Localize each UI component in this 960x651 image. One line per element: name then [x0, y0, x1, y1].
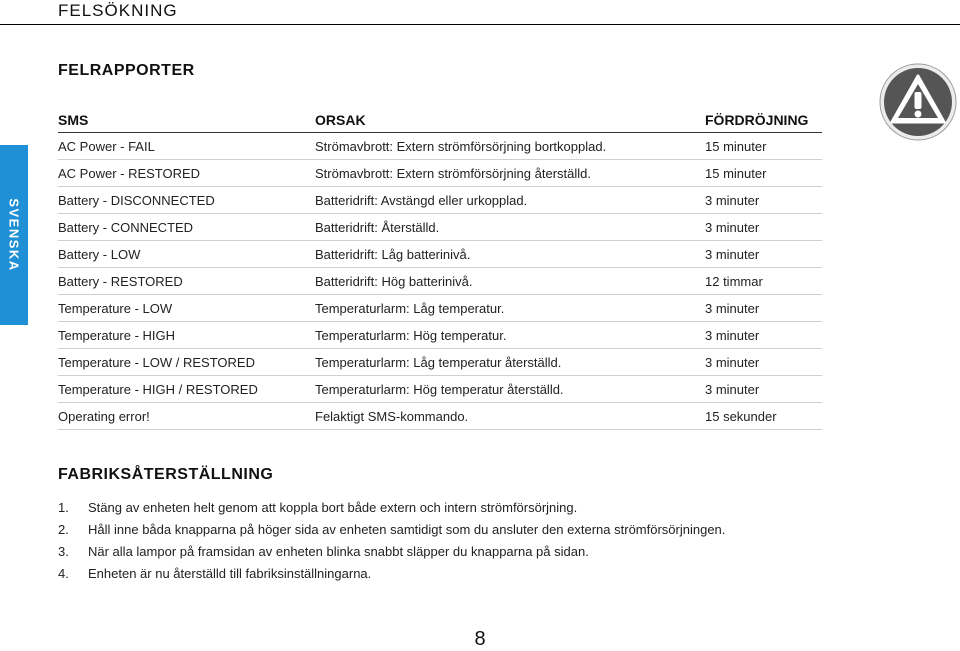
error-reports-table	[58, 107, 822, 430]
cell-delay: 3 minuter	[705, 354, 760, 370]
step-number: 3.	[58, 543, 69, 559]
cell-sms: Battery - DISCONNECTED	[58, 192, 215, 208]
cell-delay: 15 minuter	[705, 138, 767, 154]
cell-cause: Felaktigt SMS-kommando.	[315, 408, 469, 424]
cell-sms: Temperature - HIGH / RESTORED	[58, 381, 258, 397]
cell-delay: 3 minuter	[705, 192, 760, 208]
cell-delay: 3 minuter	[705, 300, 760, 316]
cell-delay: 15 sekunder	[705, 408, 777, 424]
cell-delay: 12 timmar	[705, 273, 763, 289]
factory-reset-title: FABRIKSÅTERSTÄLLNING	[58, 466, 274, 483]
cell-delay: 3 minuter	[705, 219, 760, 235]
table-row	[58, 322, 822, 349]
cell-sms: Operating error!	[58, 408, 150, 424]
step-text: När alla lampor på framsidan av enheten blinka snabbt släpper du knapparna på sidan.	[88, 543, 589, 559]
cell-cause: Temperaturlarm: Låg temperatur.	[315, 300, 505, 316]
cell-cause: Batteridrift: Hög batterinivå.	[315, 273, 473, 289]
error-reports-title: FELRAPPORTER	[58, 62, 195, 79]
warning-icon	[878, 62, 958, 142]
list-item	[58, 518, 878, 540]
cell-cause: Temperaturlarm: Hög temperatur.	[315, 327, 507, 343]
cell-cause: Batteridrift: Avstängd eller urkopplad.	[315, 192, 528, 208]
cell-cause: Temperaturlarm: Låg temperatur återställd.	[315, 354, 562, 370]
cell-cause: Strömavbrott: Extern strömförsörjning bortkopplad.	[315, 138, 607, 154]
step-text: Stäng av enheten helt genom att koppla bort både extern och intern strömförsörjning.	[88, 499, 578, 515]
cell-delay: 3 minuter	[705, 327, 760, 343]
cell-delay: 3 minuter	[705, 246, 760, 262]
step-text: Håll inne båda knapparna på höger sida av enheten samtidigt som du ansluter den externa strömförsörjningen.	[88, 521, 726, 537]
cell-sms: AC Power - RESTORED	[58, 165, 201, 181]
list-item	[58, 562, 878, 584]
step-text: Enheten är nu återställd till fabriksinställningarna.	[88, 565, 372, 581]
column-header-sms: SMS	[58, 111, 89, 128]
cell-sms: Temperature - HIGH	[58, 327, 176, 343]
cell-sms: Temperature - LOW	[58, 300, 173, 316]
cell-sms: Battery - LOW	[58, 246, 141, 262]
table-row	[58, 241, 822, 268]
column-header-cause: ORSAK	[315, 111, 366, 128]
table-row	[58, 349, 822, 376]
table-row	[58, 403, 822, 430]
page-header	[0, 0, 960, 25]
sidebar-language-tab	[0, 145, 28, 325]
page-header-title: FELSÖKNING	[58, 1, 178, 20]
table-header	[58, 107, 822, 133]
cell-delay: 15 minuter	[705, 165, 767, 181]
table-row	[58, 295, 822, 322]
sidebar-language-label: SVENSKA	[6, 198, 22, 272]
table-row	[58, 376, 822, 403]
cell-cause: Strömavbrott: Extern strömförsörjning återställd.	[315, 165, 591, 181]
table-row	[58, 187, 822, 214]
list-item	[58, 540, 878, 562]
cell-sms: Temperature - LOW / RESTORED	[58, 354, 255, 370]
cell-cause: Temperaturlarm: Hög temperatur återställd.	[315, 381, 564, 397]
factory-reset-steps	[58, 496, 878, 584]
step-number: 4.	[58, 565, 69, 581]
table-row	[58, 214, 822, 241]
cell-sms: AC Power - FAIL	[58, 138, 155, 154]
column-header-delay: FÖRDRÖJNING	[705, 111, 809, 128]
cell-sms: Battery - RESTORED	[58, 273, 183, 289]
table-row	[58, 268, 822, 295]
page-number: 8	[474, 628, 486, 650]
cell-cause: Batteridrift: Återställd.	[315, 219, 440, 235]
cell-delay: 3 minuter	[705, 381, 760, 397]
step-number: 1.	[58, 499, 69, 515]
cell-cause: Batteridrift: Låg batterinivå.	[315, 246, 471, 262]
list-item	[58, 496, 878, 518]
step-number: 2.	[58, 521, 69, 537]
table-row	[58, 160, 822, 187]
cell-sms: Battery - CONNECTED	[58, 219, 194, 235]
table-row	[58, 133, 822, 160]
